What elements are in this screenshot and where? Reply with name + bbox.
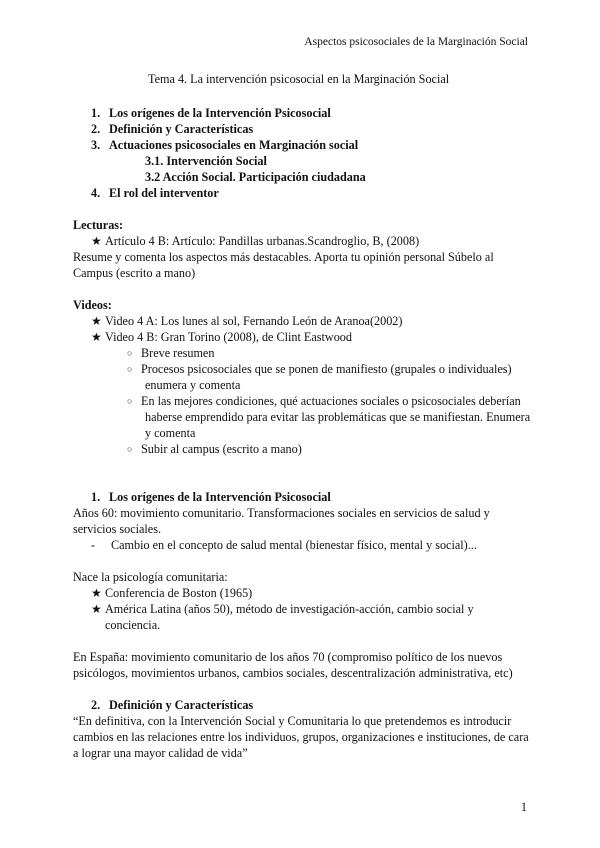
- toc-text: El rol del interventor: [109, 186, 219, 200]
- video-item-b-text: Video 4 B: Gran Torino (2008), de Clint Eastwood: [105, 330, 352, 344]
- toc-number: 2.: [91, 122, 101, 136]
- toc-number: 1.: [91, 106, 101, 120]
- star-bullet-icon: ★: [91, 234, 102, 248]
- readings-note-line1: Resume y comenta los aspectos más destacables. Aporta tu opinión personal Súbelo al: [73, 250, 494, 264]
- document-title: Tema 4. La intervención psicosocial en la Marginación Social: [148, 72, 450, 86]
- page-number: 1: [520, 800, 527, 814]
- section2-quote-line3: a lograr una mayor calidad de vida”: [73, 746, 248, 760]
- dash-bullet-icon: -: [91, 538, 96, 552]
- dash-item-text: Cambio en el concepto de salud mental (bienestar físico, mental y social)...: [111, 538, 477, 552]
- section1-p1-line1: Años 60: movimiento comunitario. Transformaciones sociales en servicios de salud y: [73, 506, 490, 520]
- toc-text: Definición y Características: [109, 122, 254, 136]
- readings-item: [91, 233, 419, 249]
- section1-p3-line2: psicólogos, movimientos urbanos, cambios sociales, descentralización administrativa, etc): [73, 666, 513, 680]
- section1-heading: [91, 489, 331, 505]
- toc-subitem-3-1: 3.1. Intervención Social: [145, 154, 267, 168]
- toc-item-1: [91, 105, 331, 121]
- toc-number: 4.: [91, 186, 101, 200]
- section-number: 2.: [91, 698, 101, 712]
- toc-text: Los orígenes de la Intervención Psicosocial: [109, 106, 331, 120]
- section1-bullet-2: [91, 601, 474, 617]
- section-title: Los orígenes de la Intervención Psicosocial: [109, 490, 331, 504]
- toc-item-4: [91, 185, 219, 201]
- toc-item-3: [91, 137, 358, 153]
- video-subitem-2-cont: enumera y comenta: [145, 378, 241, 392]
- video-subitem-3: [127, 393, 521, 410]
- video-subitem-3-cont1: haberse emprendido para evitar las problemáticas que se manifiestan. Enumera: [145, 410, 531, 424]
- toc-item-2: [91, 121, 253, 137]
- videos-heading: Videos:: [73, 298, 112, 312]
- bullet-text: Conferencia de Boston (1965): [105, 586, 253, 600]
- video-item-a-text: Video 4 A: Los lunes al sol, Fernando León de Aranoa(2002): [105, 314, 403, 328]
- video-item-b: [91, 329, 352, 345]
- circle-bullet-icon: ○: [127, 348, 133, 358]
- readings-note-line2: Campus (escrito a mano): [73, 266, 196, 280]
- section1-bullet-1: [91, 585, 252, 601]
- section2-quote-line1: “En definitiva, con la Intervención Social y Comunitaria lo que pretendemos es introducir: [73, 714, 512, 728]
- readings-heading: Lecturas:: [73, 218, 124, 232]
- video-item-a: [91, 313, 402, 329]
- video-subitem-text: En las mejores condiciones, qué actuaciones sociales o psicosociales deberían: [141, 394, 521, 408]
- star-bullet-icon: ★: [91, 586, 102, 600]
- section-number: 1.: [91, 490, 101, 504]
- toc-subitem-3-2: 3.2 Acción Social. Participación ciudadana: [145, 170, 366, 184]
- section-title: Definición y Características: [109, 698, 254, 712]
- section1-dash-item: [91, 537, 477, 553]
- section2-heading: [91, 697, 253, 713]
- section2-quote-line2: cambios en las relaciones entre los individuos, grupos, organizaciones e instituciones, de cara: [73, 730, 529, 744]
- star-bullet-icon: ★: [91, 602, 102, 616]
- star-bullet-icon: ★: [91, 314, 102, 328]
- video-subitem-1: [127, 345, 214, 362]
- video-subitem-3-cont2: y comenta: [145, 426, 196, 440]
- running-header: Aspectos psicosociales de la Marginación Social: [304, 36, 528, 48]
- circle-bullet-icon: ○: [127, 364, 133, 374]
- section1-p3-line1: En España: movimiento comunitario de los años 70 (compromiso político de los nuevos: [73, 650, 503, 664]
- video-subitem-text: Breve resumen: [141, 346, 215, 360]
- circle-bullet-icon: ○: [127, 396, 133, 406]
- circle-bullet-icon: ○: [127, 444, 133, 454]
- readings-item-text: Artículo 4 B: Artículo: Pandillas urbanas.Scandroglio, B, (2008): [105, 234, 420, 248]
- section1-p2: Nace la psicología comunitaria:: [73, 570, 228, 584]
- star-bullet-icon: ★: [91, 330, 102, 344]
- video-subitem-2: [127, 361, 512, 378]
- video-subitem-text: Subir al campus (escrito a mano): [141, 442, 302, 456]
- toc-number: 3.: [91, 138, 101, 152]
- toc-text: Actuaciones psicosociales en Marginación social: [109, 138, 359, 152]
- video-subitem-text: Procesos psicosociales que se ponen de manifiesto (grupales o individuales): [141, 362, 512, 376]
- section1-p1-line2: servicios sociales.: [73, 522, 161, 536]
- bullet-text: América Latina (años 50), método de investigación-acción, cambio social y: [105, 602, 474, 616]
- section1-bullet-2-cont: conciencia.: [105, 618, 161, 632]
- video-subitem-4: [127, 441, 302, 458]
